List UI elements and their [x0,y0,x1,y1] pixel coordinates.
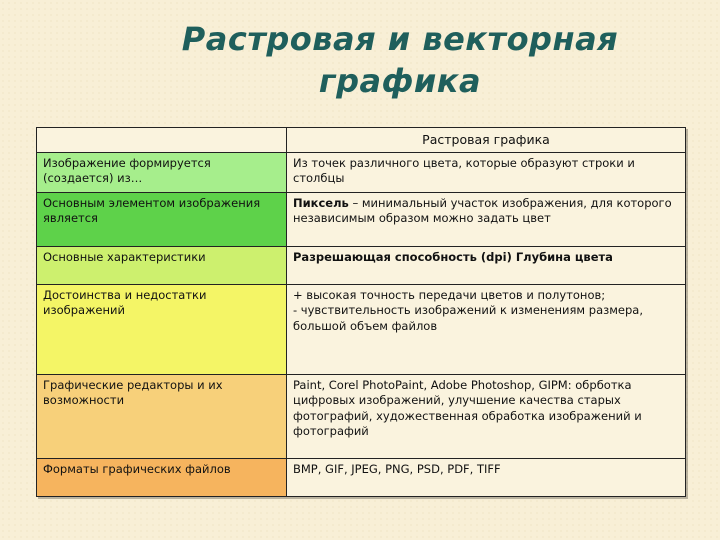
row-label-cell: Графические редакторы и их возможности [37,374,287,458]
row-value-cell: Из точек различного цвета, которые образуют строки и столбцы [287,152,686,192]
row-value-cell [287,192,686,246]
header-right-cell: Растровая графика [287,128,686,153]
row-value-cell: Разрешающая способность (dpi) Глубина цвета [287,246,686,284]
row-label-cell: Основным элементом изображения является [37,192,287,246]
row-value-cell [287,284,686,374]
header-left-cell [37,128,287,153]
table-row [37,192,686,246]
table-header-row [37,128,686,153]
row-label-cell: Достоинства и недостатки изображений [37,284,287,374]
table-row [37,374,686,458]
row-value-cell: BMP, GIF, JPEG, PNG, PSD, PDF, TIFF [287,458,686,496]
term-description: – минимальный участок изображения, для которого независимым образом можно задать цвет [293,195,672,225]
advantage-text: + высокая точность передачи цветов и полутонов; [293,287,606,302]
table-row [37,152,686,192]
row-label-cell: Основные характеристики [37,246,287,284]
bold-term: Пиксель [293,195,349,210]
comparison-table [36,127,686,497]
row-value-cell: Paint, Corel PhotoPaint, Adobe Photoshop, GIPM: обрботка цифровых изображений, улучшение качества старых фотографий, художественная обработка изображений и фотографий [287,374,686,458]
table-row [37,458,686,496]
table-row [37,284,686,374]
row-label-cell: Форматы графических файлов [37,458,287,496]
table-row [37,246,686,284]
disadvantage-text: - чувствительность изображений к изменениям размера, большой объем файлов [293,303,643,333]
row-label-cell: Изображение формируется (создается) из… [37,152,287,192]
slide-title: Растровая и векторная графика [181,20,619,100]
